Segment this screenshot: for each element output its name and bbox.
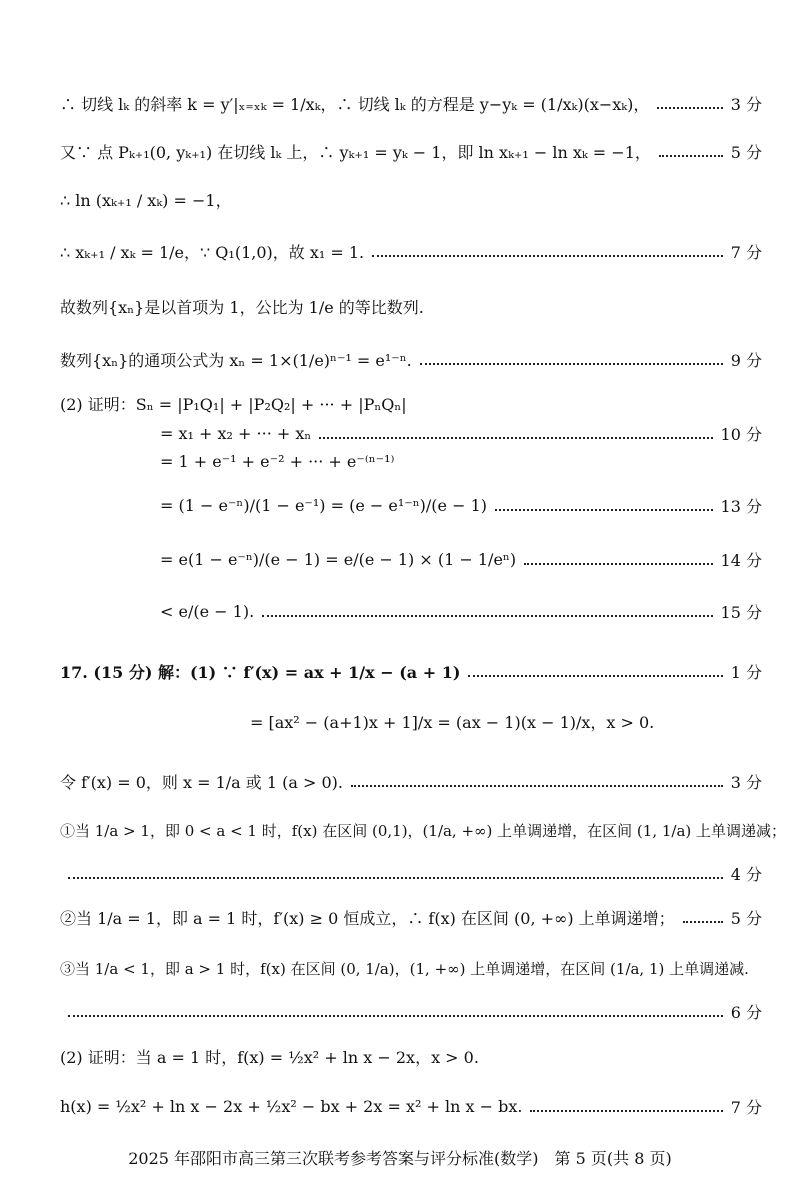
dot-leader [495,509,713,511]
line-6-score: 9 分 [730,351,762,370]
line-8-text: = x₁ + x₂ + ··· + xₙ [160,424,312,443]
dot-leader [351,785,723,787]
line-1 [60,92,762,115]
line-17 [60,862,762,885]
line-11-score: 14 分 [720,551,762,570]
line-3 [60,188,762,211]
line-15 [60,770,762,793]
line-14 [250,710,762,733]
line-2-text: 又∵ 点 Pₖ₊₁(0, yₖ₊₁) 在切线 lₖ 上，∴ yₖ₊₁ = yₖ − 1，即 ln xₖ₊₁ − ln xₖ = −1， [60,143,651,162]
line-18-text: ②当 1/a = 1，即 a = 1 时，f′(x) ≥ 0 恒成立，∴ f(x) 在区间 (0, +∞) 上单调递增； [60,909,675,928]
line-5 [60,295,762,318]
line-16-text: ①当 1/a > 1，即 0 < a < 1 时，f(x) 在区间 (0,1)，(1/a, +∞) 上单调递增，在区间 (1, 1/a) 上单调递减； [60,822,787,840]
line-12-text: < e/(e − 1). [160,602,255,621]
dot-leader [659,155,723,157]
line-6-text: 数列{xₙ}的通项公式为 xₙ = 1×(1/e)ⁿ⁻¹ = e¹⁻ⁿ. [60,351,412,370]
line-9-text: = 1 + e⁻¹ + e⁻² + ··· + e⁻⁽ⁿ⁻¹⁾ [160,452,395,471]
dot-leader [468,675,722,677]
page-footer: 2025 年邵阳市高三第三次联考参考答案与评分标准(数学) 第 5 页(共 8 页) [128,1149,672,1168]
line-20-score: 6 分 [730,1003,762,1022]
line-4-text: ∴ xₖ₊₁ / xₖ = 1/e，∵ Q₁(1,0)，故 x₁ = 1. [60,243,365,262]
line-7-text: (2) 证明：Sₙ = |P₁Q₁| + |P₂Q₂| + ··· + |PₙQₙ| [60,395,407,414]
line-2-score: 5 分 [730,143,762,162]
line-22-text: h(x) = ½x² + ln x − 2x + ½x² − bx + 2x = x² + ln x − bx. [60,1097,523,1116]
line-3-text: ∴ ln (xₖ₊₁ / xₖ) = −1， [60,191,232,210]
line-21-text: (2) 证明：当 a = 1 时，f(x) = ½x² + ln x − 2x，x > 0. [60,1048,479,1067]
line-15-score: 3 分 [730,773,762,792]
line-1-score: 3 分 [730,95,762,114]
line-10 [160,494,762,517]
line-22-score: 7 分 [730,1098,762,1117]
dot-leader [68,877,723,879]
line-18-score: 5 分 [730,909,762,928]
line-13-score: 1 分 [730,663,762,682]
line-22 [60,1095,762,1118]
line-6 [60,348,762,371]
line-8 [160,422,762,445]
line-8-score: 10 分 [720,425,762,444]
line-20 [60,1000,762,1023]
dot-leader [524,563,712,565]
line-18 [60,906,762,929]
line-15-text: 令 f′(x) = 0，则 x = 1/a 或 1 (a > 0). [60,773,344,792]
line-1-text: ∴ 切线 lₖ 的斜率 k = y′|ₓ₌ₓₖ = 1/xₖ，∴ 切线 lₖ 的方程是 y−yₖ = (1/xₖ)(x−xₖ)， [60,95,650,114]
line-9 [160,452,762,471]
dot-leader [319,437,712,439]
line-4 [60,240,762,263]
dot-leader [657,107,722,109]
dot-leader [372,255,723,257]
line-21 [60,1045,762,1068]
line-13-text: 17. (15 分) 解：(1) ∵ f′(x) = ax + 1/x − (a + 1) [60,663,461,682]
line-10-score: 13 分 [720,497,762,516]
line-4-score: 7 分 [730,243,762,262]
line-12-score: 15 分 [720,603,762,622]
line-19-text: ③当 1/a < 1，即 a > 1 时，f(x) 在区间 (0, 1/a)，(1, +∞) 上单调递增，在区间 (1/a, 1) 上单调递减. [60,960,749,978]
line-16 [60,820,787,841]
dot-leader [683,921,723,923]
dot-leader [530,1110,722,1112]
line-11-text: = e(1 − e⁻ⁿ)/(e − 1) = e/(e − 1) × (1 − 1/eⁿ) [160,550,517,569]
dot-leader [420,363,723,365]
dot-leader [68,1015,723,1017]
line-19 [60,958,762,979]
line-11 [160,548,762,571]
line-13 [60,660,762,683]
line-2 [60,140,762,163]
dot-leader [262,615,712,617]
line-17-score: 4 分 [730,865,762,884]
line-10-text: = (1 − e⁻ⁿ)/(1 − e⁻¹) = (e − e¹⁻ⁿ)/(e − 1) [160,496,487,515]
line-12 [160,600,762,623]
line-7 [60,392,762,415]
line-5-text: 故数列{xₙ}是以首项为 1，公比为 1/e 的等比数列. [60,298,424,317]
line-14-text: = [ax² − (a+1)x + 1]/x = (ax − 1)(x − 1)/x，x > 0. [250,713,655,732]
